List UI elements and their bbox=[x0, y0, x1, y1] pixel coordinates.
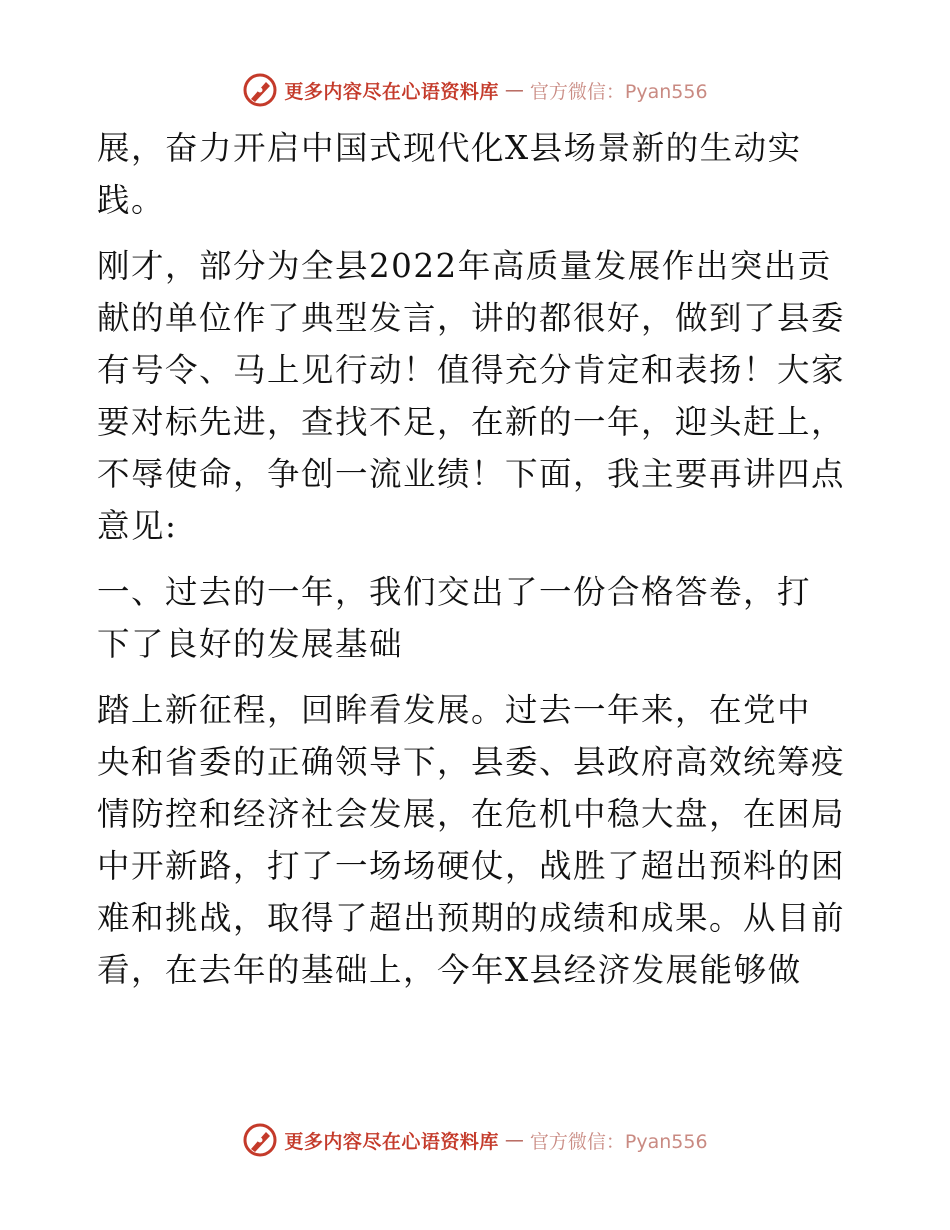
text-line: 难和挑战，取得了超出预期的成绩和成果。从目前 bbox=[97, 899, 846, 937]
text-line: 下了良好的发展基础 bbox=[97, 625, 404, 663]
text-line: 中开新路，打了一场场硬仗，战胜了超出预料的困 bbox=[97, 847, 846, 885]
watermark-separator: — bbox=[504, 1129, 524, 1151]
pen-logo-icon bbox=[242, 1122, 278, 1158]
text-line: 践。 bbox=[97, 181, 166, 219]
footer-watermark bbox=[0, 1120, 950, 1160]
watermark-site-text: 更多内容尽在心语资料库 bbox=[284, 1130, 499, 1153]
watermark-separator: — bbox=[504, 79, 524, 101]
text-line: 献的单位作了典型发言，讲的都很好，做到了县委 bbox=[97, 299, 846, 337]
text-line: 展，奋力开启中国式现代化X县场景新的生动实 bbox=[97, 129, 802, 167]
text-line: 一、过去的一年，我们交出了一份合格答卷，打 bbox=[97, 573, 812, 611]
text-line: 有号令、马上见行动！值得充分肯定和表扬！大家 bbox=[97, 351, 846, 389]
text-line: 刚才，部分为全县2022年高质量发展作出突出贡 bbox=[97, 247, 832, 285]
text-line: 踏上新征程，回眸看发展。过去一年来，在党中 bbox=[97, 691, 812, 729]
section-heading bbox=[97, 566, 857, 670]
text-line: 不辱使命，争创一流业绩！下面，我主要再讲四点 bbox=[97, 455, 846, 493]
watermark-site-text: 更多内容尽在心语资料库 bbox=[284, 80, 499, 103]
paragraph bbox=[97, 122, 857, 226]
text-line: 央和省委的正确领导下，县委、县政府高效统筹疫 bbox=[97, 743, 846, 781]
text-line: 看，在去年的基础上，今年X县经济发展能够做 bbox=[97, 951, 802, 989]
watermark-wechat-text: 官方微信：Pyan556 bbox=[529, 1130, 708, 1153]
pen-logo-icon bbox=[242, 72, 278, 108]
text-line: 情防控和经济社会发展，在危机中稳大盘，在困局 bbox=[97, 795, 846, 833]
text-line: 意见: bbox=[97, 507, 178, 545]
watermark-wechat-text: 官方微信：Pyan556 bbox=[529, 80, 708, 103]
header-watermark bbox=[0, 70, 950, 110]
document-body bbox=[97, 122, 857, 1010]
paragraph bbox=[97, 684, 857, 996]
paragraph bbox=[97, 240, 857, 552]
text-line: 要对标先进，查找不足，在新的一年，迎头赶上， bbox=[97, 403, 846, 441]
